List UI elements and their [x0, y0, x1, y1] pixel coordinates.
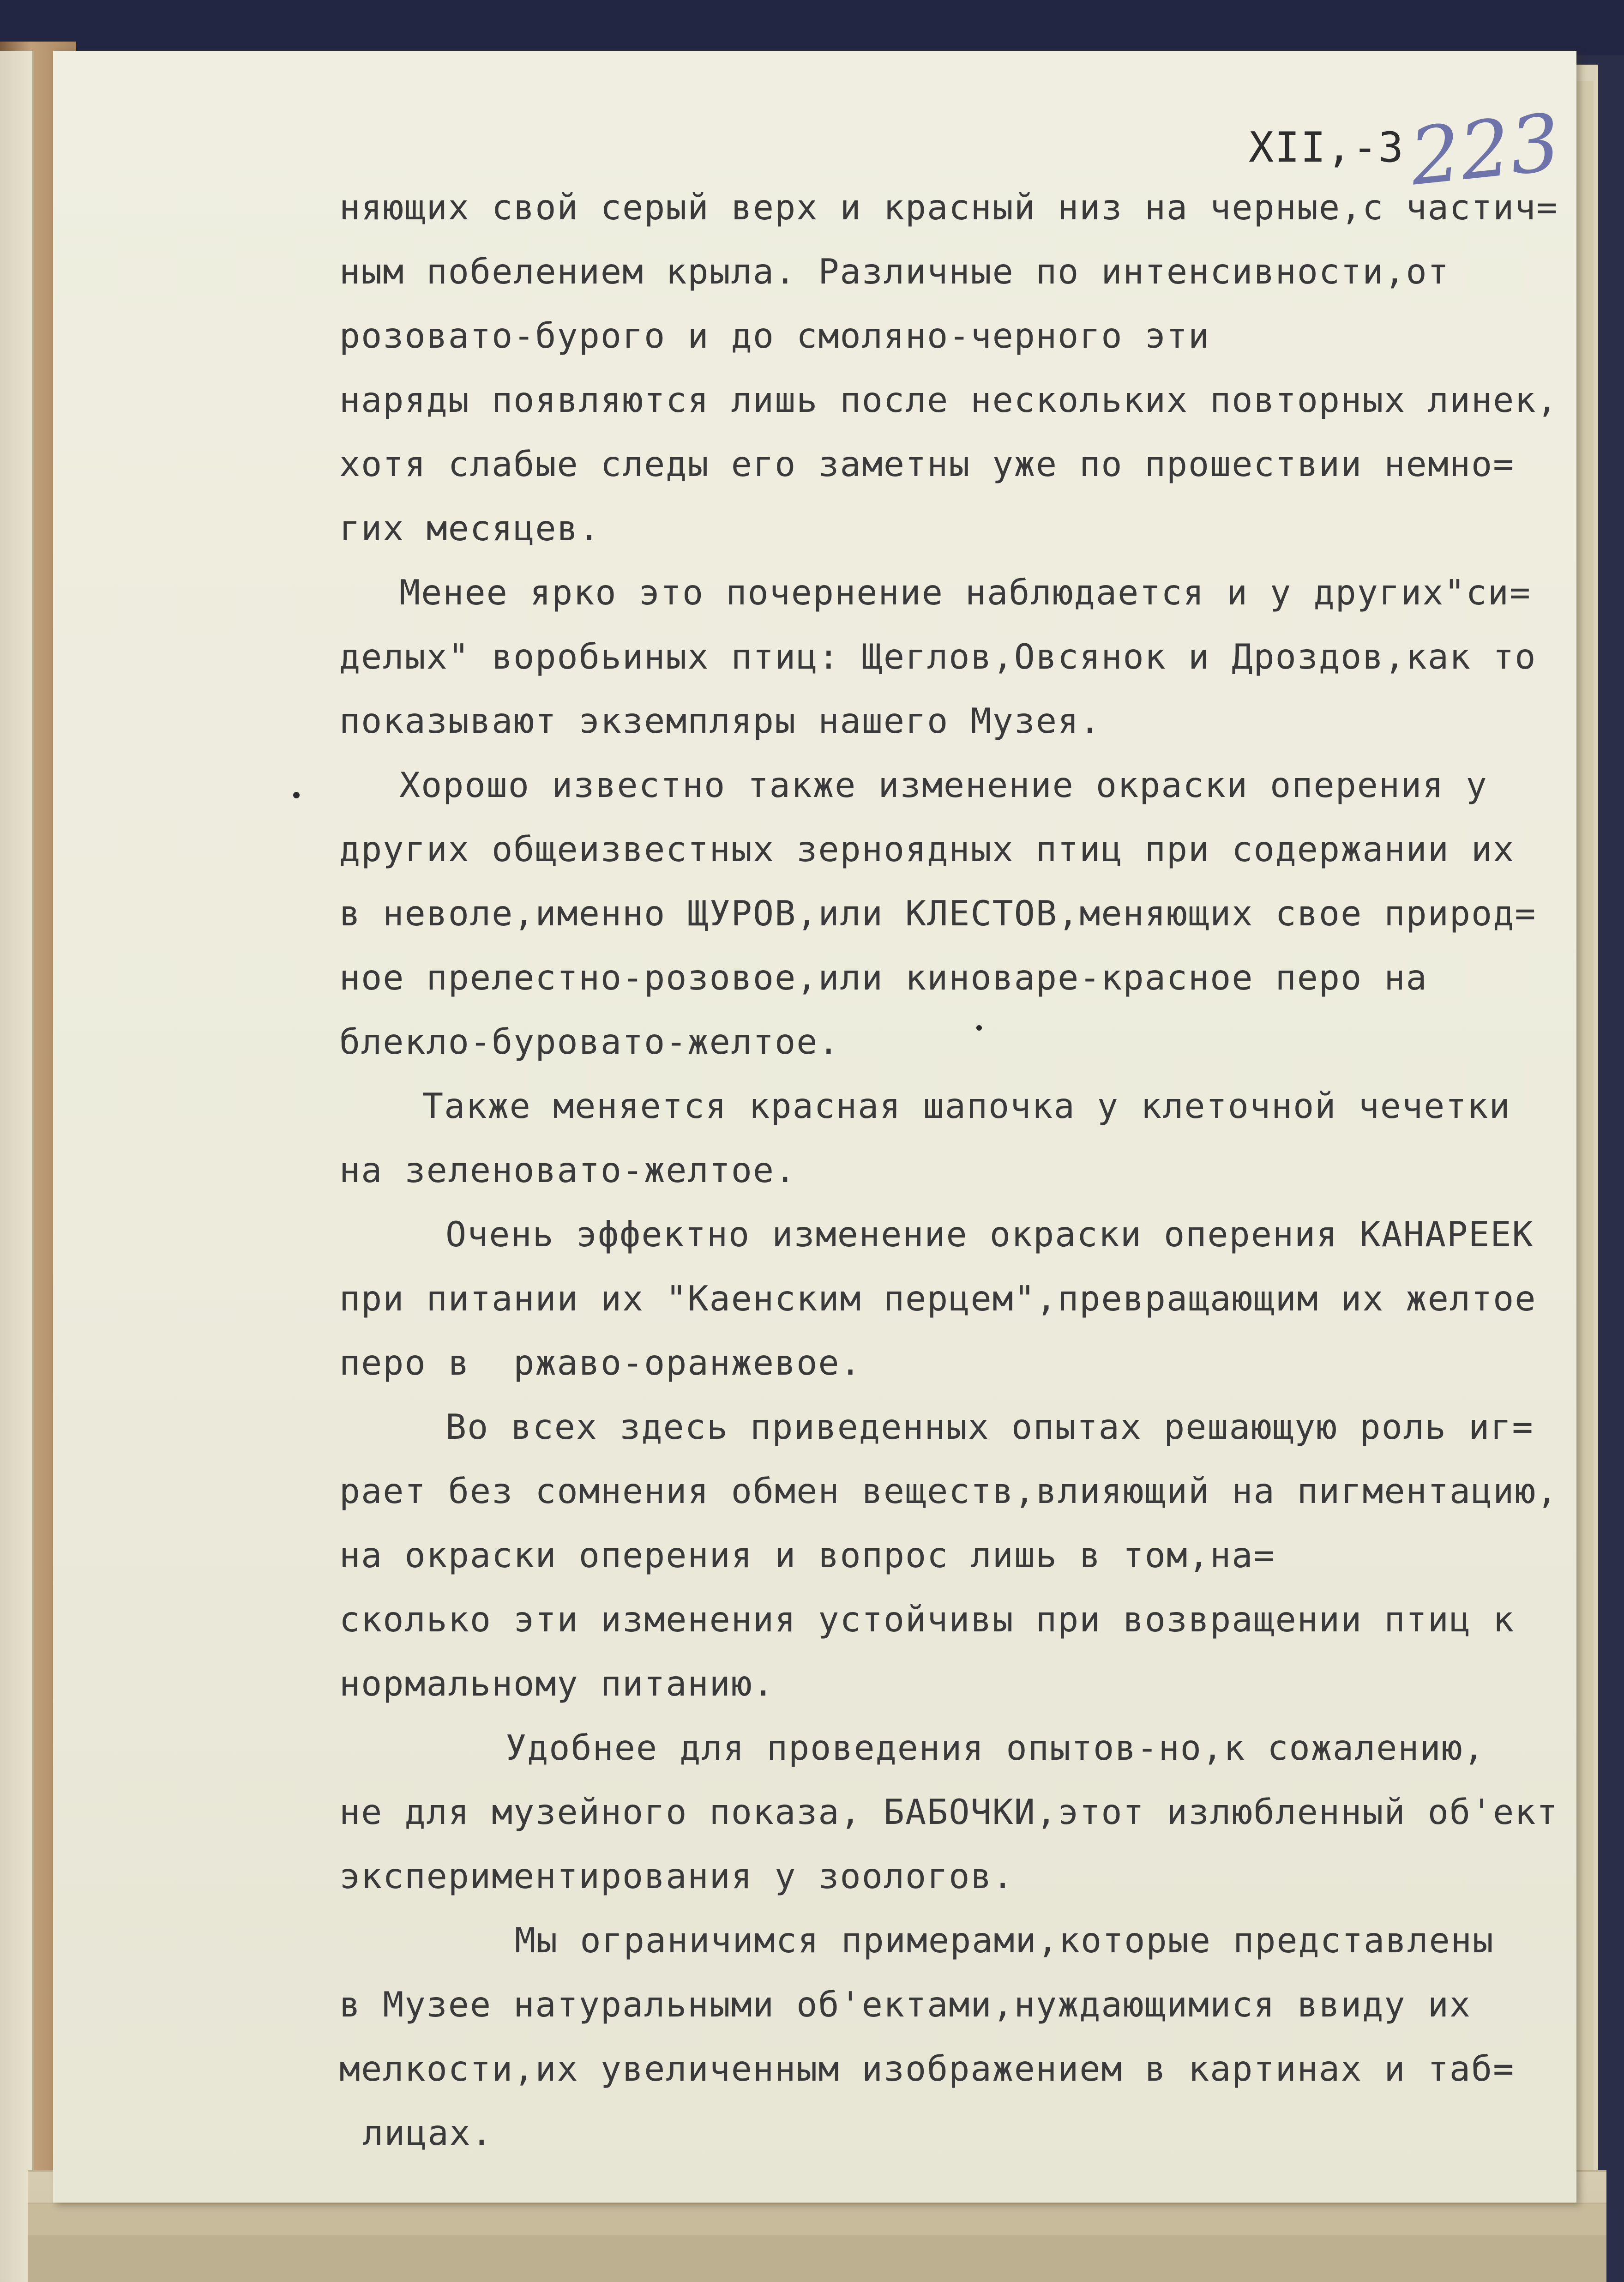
text-line: экспериментирования у зоологов. — [339, 1856, 1014, 1896]
text-line: Мы ограничимся примерами,которые представлены — [515, 1920, 1494, 1961]
text-line: в Музее натуральными об'ектами,нуждающимися ввиду их — [339, 1984, 1471, 2025]
text-line: Очень эффектно изменение окраски оперения КАНАРЕЕК — [445, 1214, 1534, 1255]
text-line: ным побелением крыла. Различные по интенсивности,от — [339, 251, 1450, 292]
typewritten-body — [339, 175, 1576, 2165]
handwritten-page-number: 223 — [1406, 97, 1564, 204]
ink-dot — [976, 1025, 982, 1031]
text-line: Менее ярко это почернение наблюдается и у других"си= — [399, 572, 1531, 613]
text-line: делых" воробьиных птиц: Щеглов,Овсянок и Дроздов,как то — [339, 636, 1537, 677]
typed-page — [53, 51, 1576, 2203]
ink-dot — [293, 792, 300, 798]
text-line: Хорошо известно также изменение окраски оперения у — [399, 765, 1488, 805]
text-line: в неволе,именно ЩУРОВ,или КЛЕСТОВ,меняющих свое природ= — [339, 893, 1537, 934]
page-stack-edge — [28, 2235, 1606, 2282]
text-line: нормальному питанию. — [339, 1663, 775, 1704]
text-line: блекло-буровато-желтое. — [339, 1021, 840, 1062]
text-line: лицах. — [362, 2113, 493, 2153]
text-line: рает без сомнения обмен веществ,влияющий на пигментацию, — [339, 1471, 1558, 1511]
text-line: наряды появляются лишь после нескольких повторных линек, — [339, 380, 1558, 420]
text-line: гих месяцев. — [339, 508, 601, 549]
text-line: показывают экземпляры нашего Музея. — [339, 700, 1101, 741]
text-line: мелкости,их увеличенным изображением в картинах и таб= — [339, 2048, 1515, 2089]
previous-page-edge — [0, 51, 34, 2282]
text-line: розовато-бурого и до смоляно-черного эти — [339, 315, 1210, 356]
text-line: на окраски оперения и вопрос лишь в том,на= — [339, 1535, 1275, 1576]
text-line: не для музейного показа, БАБОЧКИ,этот излюбленный об'ект — [339, 1792, 1558, 1832]
text-line: Также меняется красная шапочка у клеточной чечетки — [422, 1086, 1511, 1126]
text-line: других общеизвестных зерноядных птиц при содержании их — [339, 829, 1515, 869]
text-line: ное прелестно-розовое,или киноваре-красное перо на — [339, 957, 1428, 998]
text-line: Во всех здесь приведенных опытах решающую роль иг= — [445, 1407, 1534, 1447]
text-line: хотя слабые следы его заметны уже по прошествии немно= — [339, 444, 1515, 484]
text-line: няющих свой серый верх и красный низ на черные,с частич= — [339, 187, 1558, 228]
text-line: перо в ржаво-оранжевое. — [339, 1342, 862, 1383]
text-line: Удобнее для проведения опытов-но,к сожалению, — [505, 1727, 1485, 1768]
text-line: при питании их "Каенским перцем",превращающим их желтое — [339, 1278, 1537, 1319]
section-page-number: XII,-3 — [1249, 123, 1405, 172]
text-line: на зеленовато-желтое. — [339, 1150, 797, 1190]
text-line: сколько эти изменения устойчивы при возвращении птиц к — [339, 1599, 1515, 1640]
scanner-background — [0, 0, 1624, 55]
